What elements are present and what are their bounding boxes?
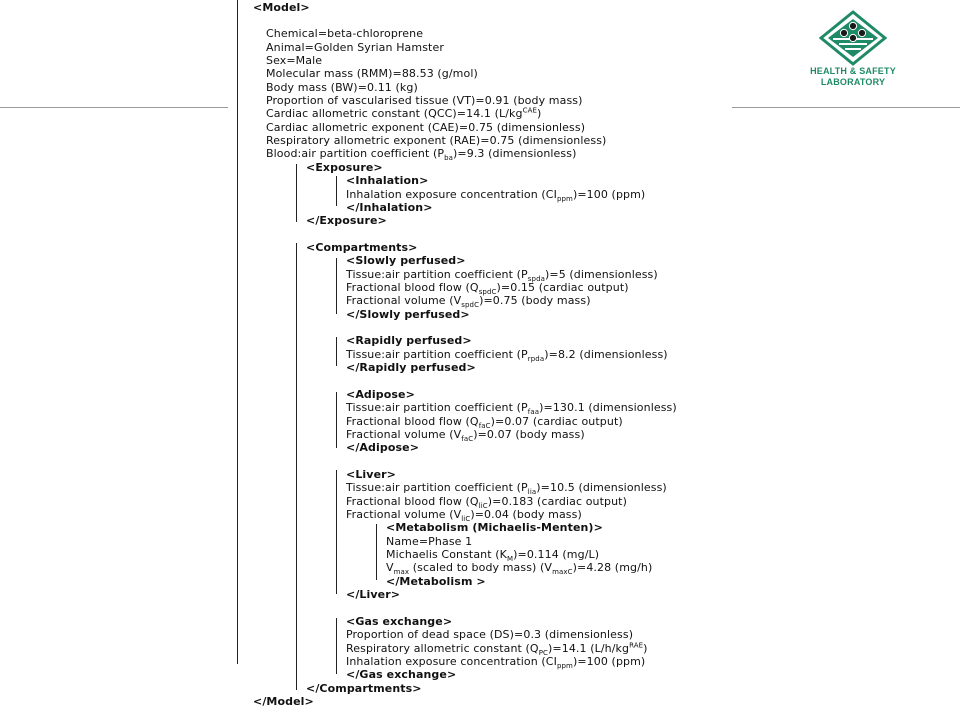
xml-tag: </Gas exchange> — [346, 668, 457, 681]
model-line — [346, 641, 648, 658]
model-line — [253, 1, 310, 14]
line-text: )=100 (ppm) — [572, 188, 646, 201]
line-text: )=0.04 (body mass) — [470, 508, 582, 521]
line-text: ) — [643, 642, 648, 655]
subscript: PC — [538, 649, 549, 658]
line-text: Name=Phase 1 — [386, 535, 473, 548]
line-text: )=0.07 (cardiac output) — [490, 415, 623, 428]
subscript: liC — [461, 515, 471, 524]
line-text: Proportion of dead space (DS)=0.3 (dimensionless) — [346, 628, 634, 641]
model-line — [266, 41, 444, 54]
line-text: )=0.183 (cardiac output) — [487, 495, 627, 508]
line-text: (scaled to body mass) (V — [409, 561, 553, 574]
model-line — [386, 575, 486, 588]
xml-tag: <Rapidly perfused> — [346, 334, 472, 347]
model-line — [346, 308, 470, 321]
xml-tag: <Liver> — [346, 468, 396, 481]
line-text: Fractional blood flow (Q — [346, 281, 479, 294]
line-text: Inhalation exposure concentration (CI — [346, 655, 557, 668]
subscript: spdC — [478, 288, 497, 297]
model-line — [306, 214, 387, 227]
model-line — [346, 428, 585, 444]
line-text: Fractional blood flow (Q — [346, 495, 479, 508]
line-text: Respiratory allometric constant (Q — [346, 642, 539, 655]
subscript: maxC — [552, 568, 573, 577]
model-line — [346, 508, 582, 524]
superscript: CAE — [522, 106, 537, 115]
model-line — [266, 81, 418, 94]
xml-tag: <Exposure> — [306, 161, 383, 174]
xml-tag: </Compartments> — [306, 682, 422, 695]
model-line — [346, 348, 668, 364]
model-line — [346, 174, 428, 187]
line-text: )=0.114 (mg/L) — [513, 548, 600, 561]
tree-line-exposure — [296, 164, 297, 222]
hsl-logo-icon — [819, 10, 887, 66]
tree-line-model — [237, 0, 238, 664]
model-line — [346, 268, 658, 284]
line-text: Molecular mass (RMM)=88.53 (g/mol) — [266, 67, 478, 80]
subscript: rpda — [527, 355, 545, 364]
line-text: Chemical=beta-chloroprene — [266, 27, 424, 40]
subscript: spdC — [461, 301, 480, 310]
model-line — [346, 655, 646, 671]
line-text: Cardiac allometric exponent (CAE)=0.75 (dimensionless) — [266, 121, 586, 134]
xml-tag: </Inhalation> — [346, 201, 433, 214]
model-line — [346, 668, 456, 681]
line-text: )=5 (dimensionless) — [545, 268, 658, 281]
model-line — [346, 361, 476, 374]
xml-tag: </Rapidly perfused> — [346, 361, 476, 374]
line-text: Tissue:air partition coefficient (P — [346, 481, 528, 494]
subscript: spda — [527, 275, 546, 284]
xml-tag: <Model> — [253, 1, 310, 14]
logo-line-2: LABORATORY — [820, 77, 886, 87]
model-line — [266, 54, 322, 67]
model-line — [346, 628, 633, 641]
xml-tag: <Inhalation> — [346, 174, 429, 187]
model-line — [346, 254, 466, 267]
line-text: ) — [536, 107, 542, 120]
header-rule-left — [0, 107, 228, 108]
line-text: )=10.5 (dimensionless) — [536, 481, 667, 494]
subscript: liC — [478, 502, 488, 511]
tree-line-adipose — [336, 392, 337, 448]
subscript: lia — [527, 488, 537, 497]
line-text: Fractional volume (V — [346, 294, 462, 307]
model-line — [266, 27, 423, 40]
model-line — [346, 468, 396, 481]
line-text: Sex=Male — [266, 54, 323, 67]
line-text: V — [386, 561, 394, 574]
xml-tag: <Compartments> — [306, 241, 418, 254]
model-line — [386, 561, 653, 577]
line-text: )=0.07 (body mass) — [473, 428, 585, 441]
xml-tag: </Adipose> — [346, 441, 420, 454]
model-line — [346, 588, 400, 601]
tree-line-gas-exchange — [336, 618, 337, 674]
xml-tag: </Liver> — [346, 588, 401, 601]
superscript: RAE — [629, 641, 644, 650]
model-line — [346, 441, 419, 454]
subscript: faC — [461, 435, 474, 444]
subscript: faC — [478, 422, 491, 431]
tree-line-inhalation — [336, 176, 337, 206]
line-text: Fractional volume (V — [346, 428, 462, 441]
tree-line-liver — [336, 470, 337, 594]
model-line — [346, 281, 629, 297]
line-text: Fractional blood flow (Q — [346, 415, 479, 428]
model-line — [346, 401, 677, 417]
subscript: ppm — [556, 195, 573, 204]
model-line — [266, 67, 478, 80]
tree-line-compartments — [296, 243, 297, 690]
line-text: Tissue:air partition coefficient (P — [346, 268, 528, 281]
model-line — [306, 682, 422, 695]
xml-tag: </Slowly perfused> — [346, 308, 470, 321]
header-rule-right — [732, 107, 960, 108]
subscript: M — [506, 555, 514, 564]
subscript: ba — [444, 154, 454, 163]
model-line — [306, 161, 383, 174]
line-text: Respiratory allometric exponent (RAE)=0.75 (dimensionless) — [266, 134, 607, 147]
xml-tag: </Exposure> — [306, 214, 387, 227]
line-text: )=100 (ppm) — [572, 655, 646, 668]
hsl-logo — [806, 10, 900, 88]
model-line — [346, 334, 472, 347]
line-text: Animal=Golden Syrian Hamster — [266, 41, 444, 54]
model-line — [266, 134, 606, 147]
model-line — [346, 188, 646, 204]
model-line — [346, 294, 591, 310]
line-text: )=9.3 (dimensionless) — [453, 147, 577, 160]
line-text: )=8.2 (dimensionless) — [544, 348, 668, 361]
line-text: )=0.15 (cardiac output) — [496, 281, 629, 294]
line-text: )=130.1 (dimensionless) — [539, 401, 677, 414]
line-text: Tissue:air partition coefficient (P — [346, 348, 528, 361]
line-text: Proportion of vascularised tissue (VT)=0.91 (body mass) — [266, 94, 583, 107]
tree-line-slowly-perfused — [336, 258, 337, 314]
model-line — [253, 695, 314, 708]
line-text: )=0.75 (body mass) — [479, 294, 591, 307]
xml-tag: <Metabolism (Michaelis-Menten)> — [386, 521, 603, 534]
model-line — [346, 615, 452, 628]
tree-line-rapidly-perfused — [336, 337, 337, 366]
line-text: Inhalation exposure concentration (CI — [346, 188, 557, 201]
line-text: Michaelis Constant (K — [386, 548, 507, 561]
logo-line-1: HEALTH & SAFETY — [810, 66, 896, 76]
model-line — [386, 521, 603, 534]
model-line — [266, 121, 585, 134]
line-text: Blood:air partition coefficient (P — [266, 147, 445, 160]
model-line — [346, 201, 433, 214]
model-line — [346, 495, 627, 511]
xml-tag: <Adipose> — [346, 388, 415, 401]
line-text: )=4.28 (mg/h) — [572, 561, 653, 574]
model-line — [266, 147, 577, 163]
line-text: )=14.1 (L/h/kg — [548, 642, 630, 655]
model-line — [386, 548, 600, 564]
xml-tag: <Slowly perfused> — [346, 254, 466, 267]
subscript: max — [393, 568, 410, 577]
xml-tag: </Model> — [253, 695, 314, 708]
model-line — [346, 388, 415, 401]
model-line — [266, 94, 583, 107]
line-text: Fractional volume (V — [346, 508, 462, 521]
model-line — [266, 107, 541, 120]
line-text: Tissue:air partition coefficient (P — [346, 401, 528, 414]
model-line — [346, 481, 667, 497]
xml-tag: </Metabolism > — [386, 575, 486, 588]
subscript: faa — [527, 408, 540, 417]
model-line — [386, 535, 472, 548]
model-line — [346, 415, 623, 431]
model-line — [306, 241, 417, 254]
line-text: Body mass (BW)=0.11 (kg) — [266, 81, 418, 94]
xml-tag: <Gas exchange> — [346, 615, 453, 628]
tree-line-metabolism — [376, 524, 377, 580]
subscript: ppm — [556, 662, 573, 671]
line-text: Cardiac allometric constant (QCC)=14.1 (L/kg — [266, 107, 523, 120]
